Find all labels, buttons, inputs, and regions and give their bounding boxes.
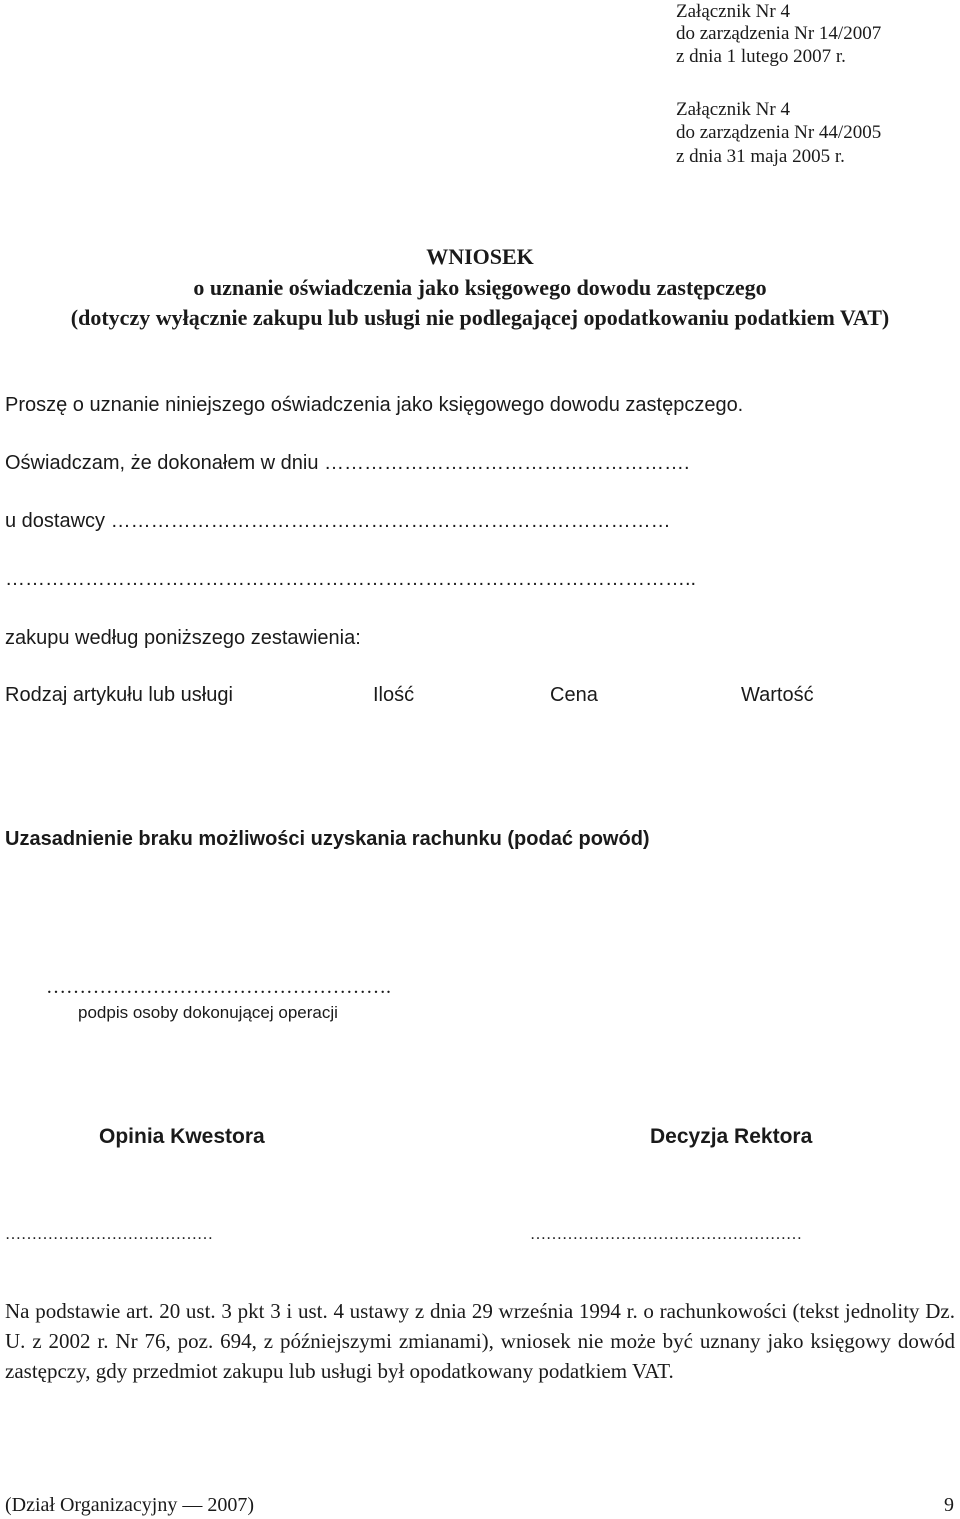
column-header-price: Cena xyxy=(550,684,598,706)
justification-heading: Uzasadnienie braku możliwości uzyskania rachunku (podać powód) xyxy=(5,828,650,850)
attachment-line: Załącznik Nr 4 xyxy=(676,1,790,22)
attachment-line: z dnia 31 maja 2005 r. xyxy=(676,146,845,167)
bursar-opinion-dots: ………………………………… xyxy=(5,1226,213,1243)
bursar-opinion-heading: Opinia Kwestora xyxy=(99,1125,265,1148)
rector-decision-dots: …………………………………………… xyxy=(530,1226,802,1243)
supplier-continuation-line: ………………………………………………………………………………………….. xyxy=(5,568,697,590)
attachment-line: z dnia 1 lutego 2007 r. xyxy=(676,46,846,67)
document-subtitle: o uznanie oświadczenia jako księgowego dowodu zastępczego xyxy=(193,275,767,300)
declaration-date-line: Oświadczam, że dokonałem w dniu ………………………………………………. xyxy=(5,452,690,474)
attachment-line: do zarządzenia Nr 14/2007 xyxy=(676,23,882,44)
signature-label: podpis osoby dokonującej operacji xyxy=(78,1003,338,1022)
attachment-line: do zarządzenia Nr 44/2005 xyxy=(676,122,882,143)
signature-dots: ……………………………………………. xyxy=(46,976,391,998)
purchase-intro: zakupu według poniższego zestawienia: xyxy=(5,627,361,649)
column-header-quantity: Ilość xyxy=(373,684,415,706)
legal-note: Na podstawie art. 20 ust. 3 pkt 3 i ust. 4 ustawy z dnia 29 września 1994 r. o rachunkowości (tekst jednolity Dz. U. z 2002 r. Nr 76, poz. 694, z późniejszymi zmianami), wniosek nie może być uznany jako księgowy dowód zastępczy, gdy przedmiot zakupu lub usługi był opodatkowany podatkiem VAT. xyxy=(5,1299,955,1383)
column-header-item: Rodzaj artykułu lub usługi xyxy=(5,684,233,706)
page-number: 9 xyxy=(944,1494,954,1516)
rector-decision-heading: Decyzja Rektora xyxy=(650,1125,813,1148)
document-title: WNIOSEK xyxy=(426,244,534,269)
footer-department: (Dział Organizacyjny — 2007) xyxy=(5,1494,254,1516)
attachment-line: Załącznik Nr 4 xyxy=(676,99,790,120)
supplier-line: u dostawcy ………………………………………………………………………… xyxy=(5,510,671,532)
column-header-value: Wartość xyxy=(741,684,814,706)
request-text: Proszę o uznanie niniejszego oświadczenia jako księgowego dowodu zastępczego. xyxy=(5,394,744,416)
document-scope-note: (dotyczy wyłącznie zakupu lub usługi nie podlegającej opodatkowaniu podatkiem VAT) xyxy=(70,305,890,330)
